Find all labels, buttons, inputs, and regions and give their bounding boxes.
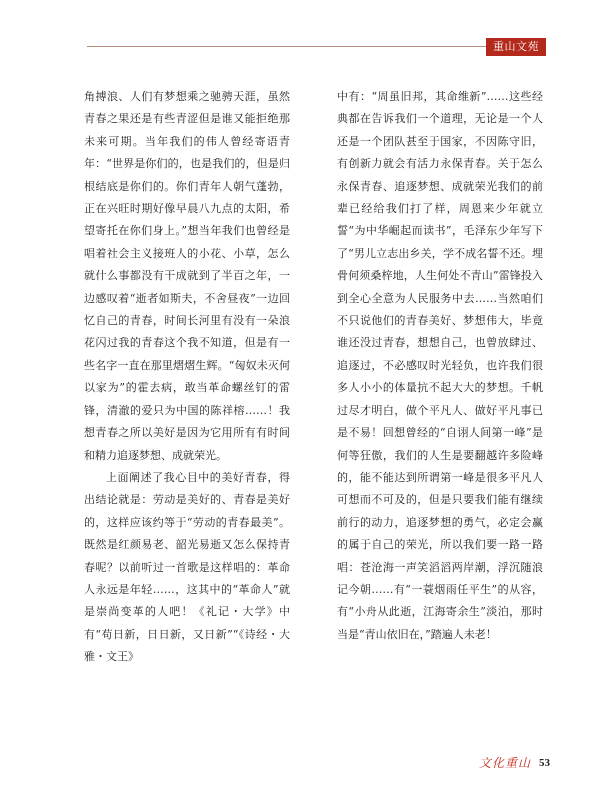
header-rule — [87, 46, 545, 47]
page-number: 53 — [539, 756, 550, 769]
article-column-left — [84, 86, 290, 669]
paragraph: 上面阐述了我心目中的美好青春，得出结论就是：劳动是美好的、青春是美好的，这样应该约等于“劳动的青春最美”。既然是红颜易老、韶光易逝又怎么保持青春呢？以前听过一首歌是这样唱的：革命人永远是年轻……，这其中的“革命人”就是崇尚变革的人吧！《礼记・大学》中有“苟日新，日日新，又日新”“《诗经・大雅・文王》 — [84, 470, 290, 664]
page-footer — [479, 754, 550, 771]
paragraph: 角搏浪、人们有梦想乘之驰骋天涯，虽然青春之果还是有些青涩但是谁又能拒绝那未来可期。当年我们的伟人曾经寄语青年：“世界是你们的，也是我们的，但是归根结底是你们的。你们青年人朝气蓬勃，正在兴旺时期好像早晨八九点的太阳，希望寄托在你们身上。”想当年我们也曾经是唱着社会主义接班人的小花、小草，怎么就什么事都没有干成就到了半百之年，一边感叹着“逝者如斯夫，不舍昼夜”一边回忆自己的青春，时间长河里有没有一朵浪花闪过我的青春这个我不知道，但是有一些名字一直在那里熠熠生辉。“匈奴未灭何以家为”的霍去病，敢当革命螺丝钉的雷锋，清澈的爱只为中国的陈祥榕……！我想青春之所以美好是因为它用所有有时间和精力追逐梦想、成就荣光。 — [84, 90, 290, 462]
paragraph: 中有：“周虽旧邦，其命维新”……这些经典都在告诉我们一个道理，无论是一个人还是一个团队甚至于国家，不因陈守旧，有创新力就会有活力永保青春。关于怎么永保青春、追逐梦想、成就荣光我们的前辈已经给我们打了样，周恩来少年就立誓“为中华崛起而读书”，毛泽东少年写下了“男儿立志出乡关，学不成名誓不还。埋骨何须桑梓地，人生何处不青山”雷锋投入到全心全意为人民服务中去……当然咱们不只说他们的青春美好、梦想伟大，毕竟谁还没过青春，想想自己，也曾放肆过、追逐过，不必感叹时光轻负，也许我们很多人小小的体量抗不起大大的梦想。千帆过尽才明白，做个平凡人、做好平凡事已是不易！回想曾经的“自诩人间第一峰”是何等狂傲，我们的人生是要翻越许多险峰的，能不能达到所谓第一峰是很多平凡人可想而不可及的，但是只要我们能有继续前行的动力，追逐梦想的勇气，必定会赢的属于自己的荣光，所以我们要一路一路唱：苍沧海一声笑滔滔两岸潮，浮沉随浪记今朝……有“一蓑烟雨任平生”的从容，有“小舟从此逝，江海寄余生”淡泊，那时当是“青山依旧在，”踏遍人未老！ — [337, 90, 543, 641]
article-column-right — [337, 86, 543, 646]
magazine-logo: 文化重山 — [478, 756, 531, 770]
section-tag: 重山文苑 — [486, 38, 546, 56]
